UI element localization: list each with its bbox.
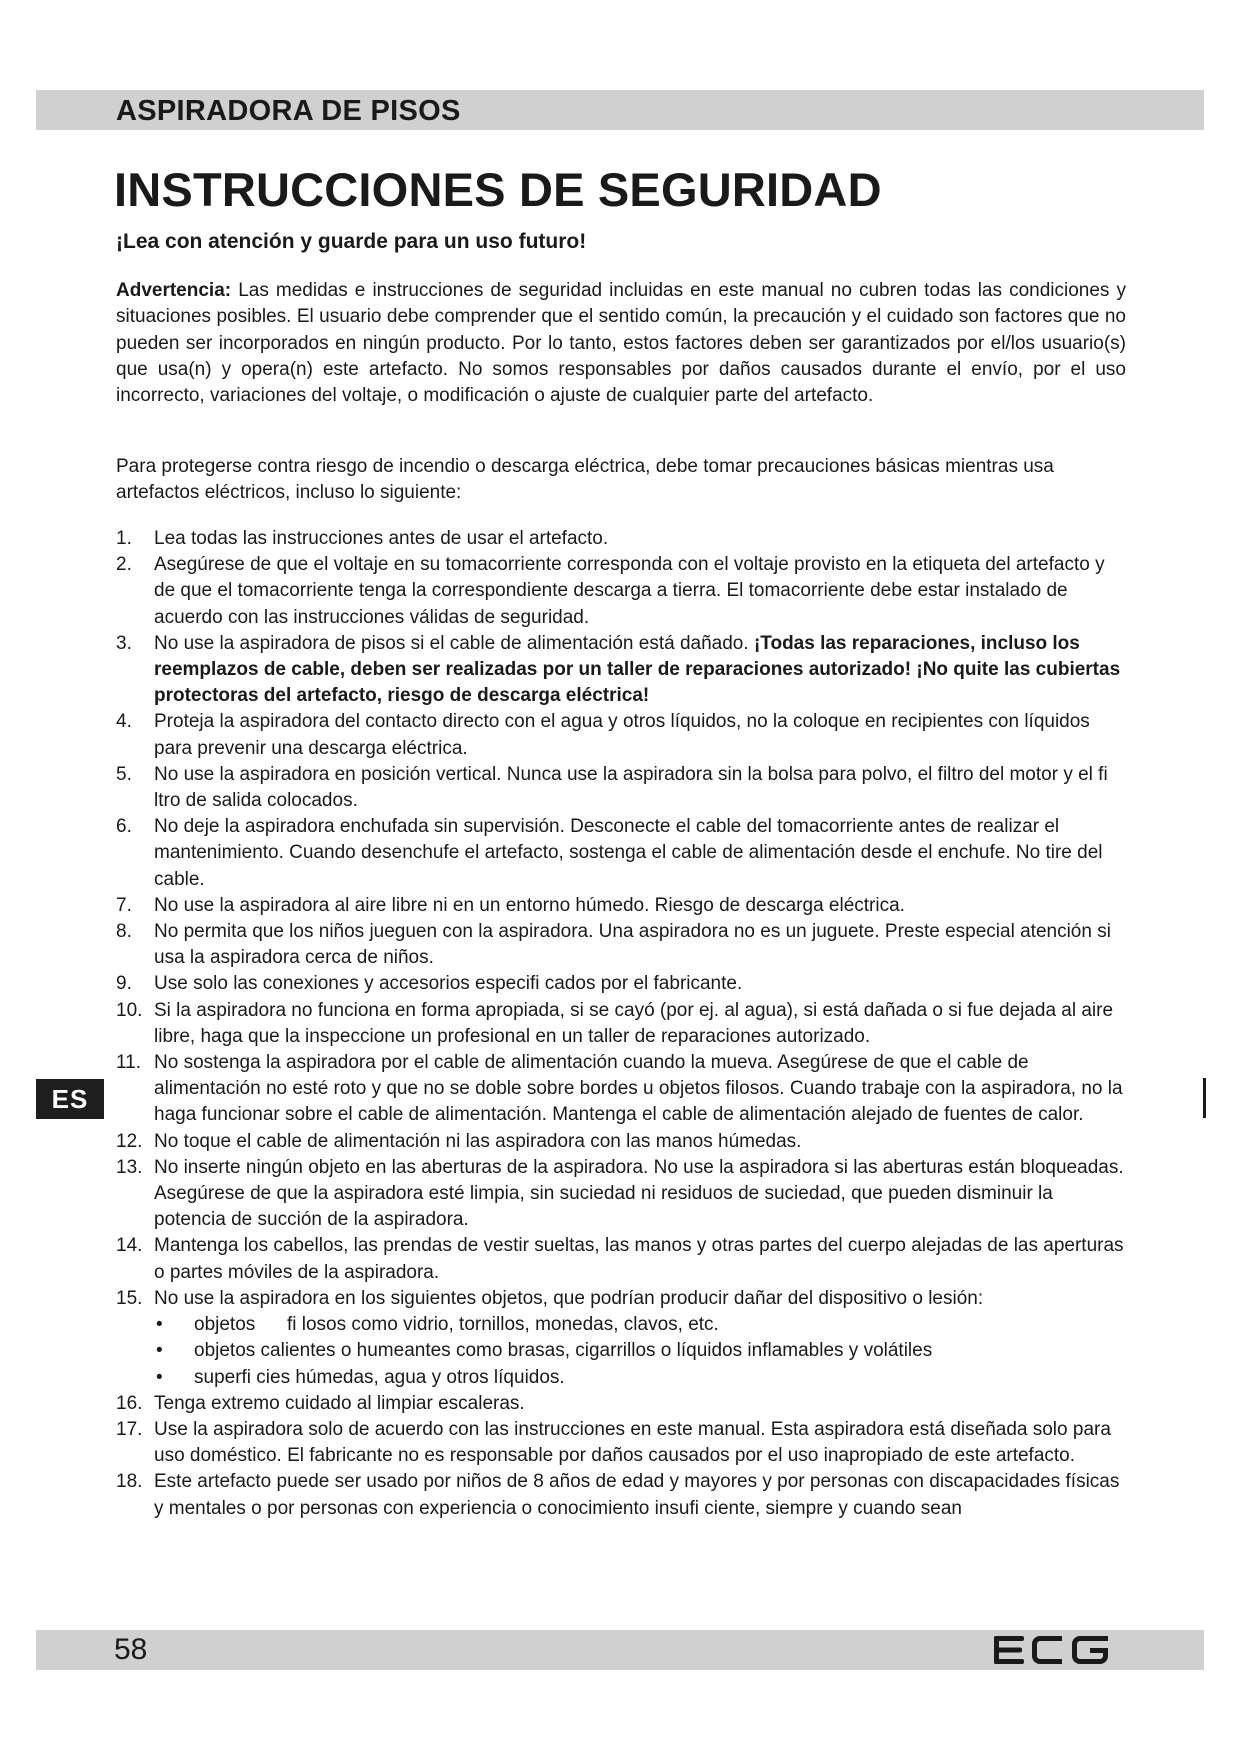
list-item: 16. Tenga extremo cuidado al limpiar escaleras. [116,1392,525,1414]
sub-list-item: • objetos calientes o humeantes como brasas, cigarrillos o líquidos inflamables y volátiles [156,1340,933,1362]
list-item: 15. No use la aspiradora en los siguientes objetos, que podrían producir dañar del dispositivo o lesión: • objetos fi losos como vidrio, tornillos, monedas, clavos, etc. • objetos calientes o humeantes como brasas, cigarrillos o líquidos inflamables y volátiles • superfi cies húmedas, agua y otros líquidos. [116,1286,1126,1391]
list-item: 18. Este artefacto puede ser usado por niños de 8 años de edad y mayores y por personas con discapacidades físicas y mentales o por personas con experiencia o conocimiento insufi ciente, siempre y cuando sean [116,1471,1120,1519]
warning-paragraph [116,278,1126,409]
intro-paragraph: Para protegerse contra riesgo de incendio o descarga eléctrica, debe tomar precauciones básicas mientras usa artefactos eléctricos, incluso lo siguiente: [116,456,1054,504]
list-item: 12. No toque el cable de alimentación ni las aspiradora con las manos húmedas. [116,1130,802,1152]
list-item: 1. Lea todas las instrucciones antes de usar el artefacto. [116,528,609,549]
margin-marker [1203,1078,1206,1118]
list-item: 6. No deje la aspiradora enchufada sin supervisión. Desconecte el cable del tomacorriente antes de realizar el mantenimiento. Cuando desenchufe el artefacto, sostenga el cable de alimentación desde el enchufe. No tire del cable. [116,816,1103,890]
sub-list-item: • objetos fi losos como vidrio, tornillos, monedas, clavos, etc. [156,1314,719,1336]
list-item: 5. No use la aspiradora en posición vertical. Nunca use la aspiradora sin la bolsa para polvo, el filtro del motor y el fi ltro de salida colocados. [116,763,1108,812]
list-item: 17. Use la aspiradora solo de acuerdo con las instrucciones en este manual. Esta aspiradora está diseñada solo para uso doméstico. El fabricante no es responsable por daños causados por el uso inapropiado de este artefacto. [116,1418,1111,1467]
list-item: 8. No permita que los niños jueguen con la aspiradora. Una aspiradora no es un juguete. Preste especial atención si usa la aspiradora cerca de niños. [116,921,1111,969]
ecg-logo [992,1632,1112,1668]
language-tab: ES [36,1079,104,1119]
list-item: 7. No use la aspiradora al aire libre ni en un entorno húmedo. Riesgo de descarga eléctrica. [116,894,905,916]
list-item: 14. Mantenga los cabellos, las prendas de vestir sueltas, las manos y otras partes del cuerpo alejadas de las aperturas o partes móviles de la aspiradora. [116,1235,1124,1283]
list-item-bold: ¡Todas las reparaciones, incluso los reemplazos de cable, deben ser realizadas por un taller de reparaciones autorizado! ¡No quite las cubiertas protectoras del artefacto, riesgo de descarga eléctrica! [154,632,1121,707]
page-title: INSTRUCCIONES DE SEGURIDAD [114,163,882,216]
safety-list [116,526,1126,1522]
sub-list-item: • superfi cies húmedas, agua y otros líquidos. [156,1366,565,1388]
list-item: 13. No inserte ningún objeto en las aberturas de la aspiradora. No use la aspiradora si las aberturas están bloqueadas. Asegúrese de que la aspiradora esté limpia, sin suciedad ni residuos de suciedad, que pueden disminuir la potencia de succión de la aspiradora. [116,1156,1124,1231]
list-item: 11. No sostenga la aspiradora por el cable de alimentación cuando la mueva. Asegúrese de que el cable de alimentación no esté roto y que no se doble sobre bordes u objetos filosos. Cuando trabaje con la aspiradora, no la haga funcionar sobre el cable de alimentación. Mantenga el cable de alimentación alejado de fuentes de calor. [116,1052,1123,1126]
warning-label: Advertencia: [116,280,232,301]
list-item: 9. Use solo las conexiones y accesorios especifi cados por el fabricante. [116,973,743,995]
list-item: 3. No use la aspiradora de pisos si el cable de alimentación está dañado. ¡Todas las reparaciones, incluso los reemplazos de cable, deben ser realizadas por un taller de reparaciones autorizado! ¡No quite las cubiertas protectoras del artefacto, riesgo de descarga eléctrica! [116,632,1121,707]
list-item: 10. Si la aspiradora no funciona en forma apropiada, si se cayó (por ej. al agua), si está dañada o si fue dejada al aire libre, haga que la inspeccione un profesional en un taller de reparaciones autorizado. [116,999,1114,1047]
page-number: 58 [114,1633,148,1666]
header-title: ASPIRADORA DE PISOS [116,95,461,127]
warning-text: Las medidas e instrucciones de seguridad incluidas en este manual no cubren todas las condiciones y situaciones posibles. El usuario debe comprender que el sentido común, la precaución y el cuidado son factores que no pueden ser incorporados en ningún producto. Por lo tanto, estos factores deben ser garantizados por el/los usuario(s) que usa(n) y opera(n) este artefacto. No somos responsables por daños causados durante el envío, por el uso incorrecto, variaciones del voltaje, o modificación o ajuste de cualquier parte del artefacto. [116,280,1126,407]
sub-list [116,1312,1126,1391]
subtitle: ¡Lea con atención y guarde para un uso futuro! [116,230,587,253]
list-item: 4. Proteja la aspiradora del contacto directo con el agua y otros líquidos, no la coloque en recipientes con líquidos para prevenir una descarga eléctrica. [116,711,1090,759]
list-item: 2. Asegúrese de que el voltaje en su tomacorriente corresponda con el voltaje provisto en la etiqueta del artefacto y de que el tomacorriente tenga la correspondiente descarga a tierra. El tomacorriente debe estar instalado de acuerdo con las instrucciones válidas de seguridad. [116,554,1105,628]
